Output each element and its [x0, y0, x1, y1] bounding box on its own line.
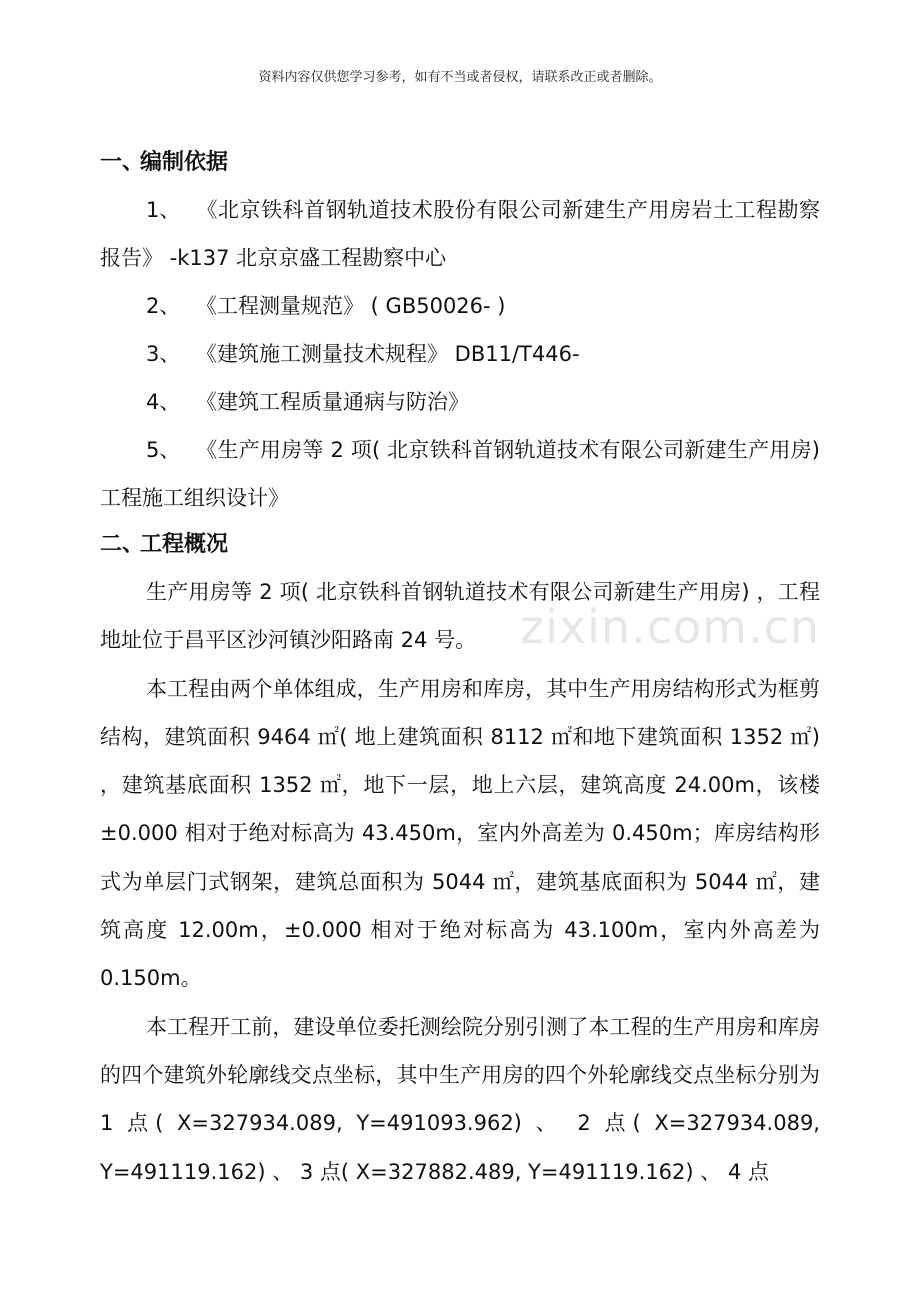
overview-paragraph: 本工程开工前，建设单位委托测绘院分别引测了本工程的生产用房和库房的四个建筑外轮廓线交点坐标，其中生产用房的四个外轮廓线交点坐标分别为 1 点( X=327934.089, Y=491093.962) 、 2 点( X=327934.089, Y=491119.162) 、 3 点( X=327882.489, Y=491119.162) 、 4 点 — [100, 1014, 820, 1184]
item-number: 1、 — [146, 198, 181, 222]
item-number: 4、 — [146, 390, 181, 414]
item-number: 3、 — [146, 342, 181, 366]
reference-item — [100, 330, 820, 378]
watermark: zixin.com.cn — [520, 600, 821, 654]
item-text: 《建筑施工测量技术规程》 DB11/T446- — [196, 342, 580, 366]
item-text: 《北京铁科首钢轨道技术股份有限公司新建生产用房岩土工程勘察报告》 -k137 北京京盛工程勘察中心 — [100, 198, 820, 270]
item-text: 《建筑工程质量通病与防治》 — [196, 390, 469, 414]
section-heading-1 — [100, 140, 820, 186]
reference-item — [100, 426, 820, 522]
section-title: 工程概况 — [140, 532, 229, 557]
section-title: 编制依据 — [140, 150, 229, 175]
section-heading-2 — [100, 522, 820, 568]
item-number: 2、 — [146, 294, 181, 318]
item-text: 《生产用房等 2 项( 北京铁科首钢轨道技术有限公司新建生产用房) 工程施工组织设计》 — [100, 438, 820, 510]
reference-item — [100, 186, 820, 282]
document-body — [100, 140, 820, 1196]
reference-item — [100, 282, 820, 330]
section-number: 二、 — [100, 532, 145, 557]
overview-paragraph: 生产用房等 2 项( 北京铁科首钢轨道技术有限公司新建生产用房) ，工程地址位于昌平区沙河镇沙阳路南 24 号。 — [100, 580, 820, 653]
item-number: 5、 — [146, 438, 181, 462]
disclaimer-header: 资料内容仅供您学习参考，如有不当或者侵权，请联系改正或者删除。 — [258, 70, 662, 85]
item-text: 《工程测量规范》 ( GB50026- ) — [196, 294, 506, 318]
reference-item — [100, 378, 820, 426]
section-number: 一、 — [100, 150, 145, 175]
overview-paragraph: 本工程由两个单体组成，生产用房和库房，其中生产用房结构形式为框剪结构，建筑面积 9464 ㎡( 地上建筑面积 8112 ㎡和地下建筑面积 1352 ㎡) ，建筑基底面积 1352 ㎡，地下一层，地上六层，建筑高度 24.00m，该楼±0.000 相对于绝对标高为 43.450m，室内外高差为 0.450m；库房结构形式为单层门式钢架，建筑总面积为 5044 ㎡，建筑基底面积为 5044 ㎡，建筑高度 12.00m，±0.000 相对于绝对标高为 43.100m，室内外高差为 0.150m。 — [100, 676, 820, 991]
